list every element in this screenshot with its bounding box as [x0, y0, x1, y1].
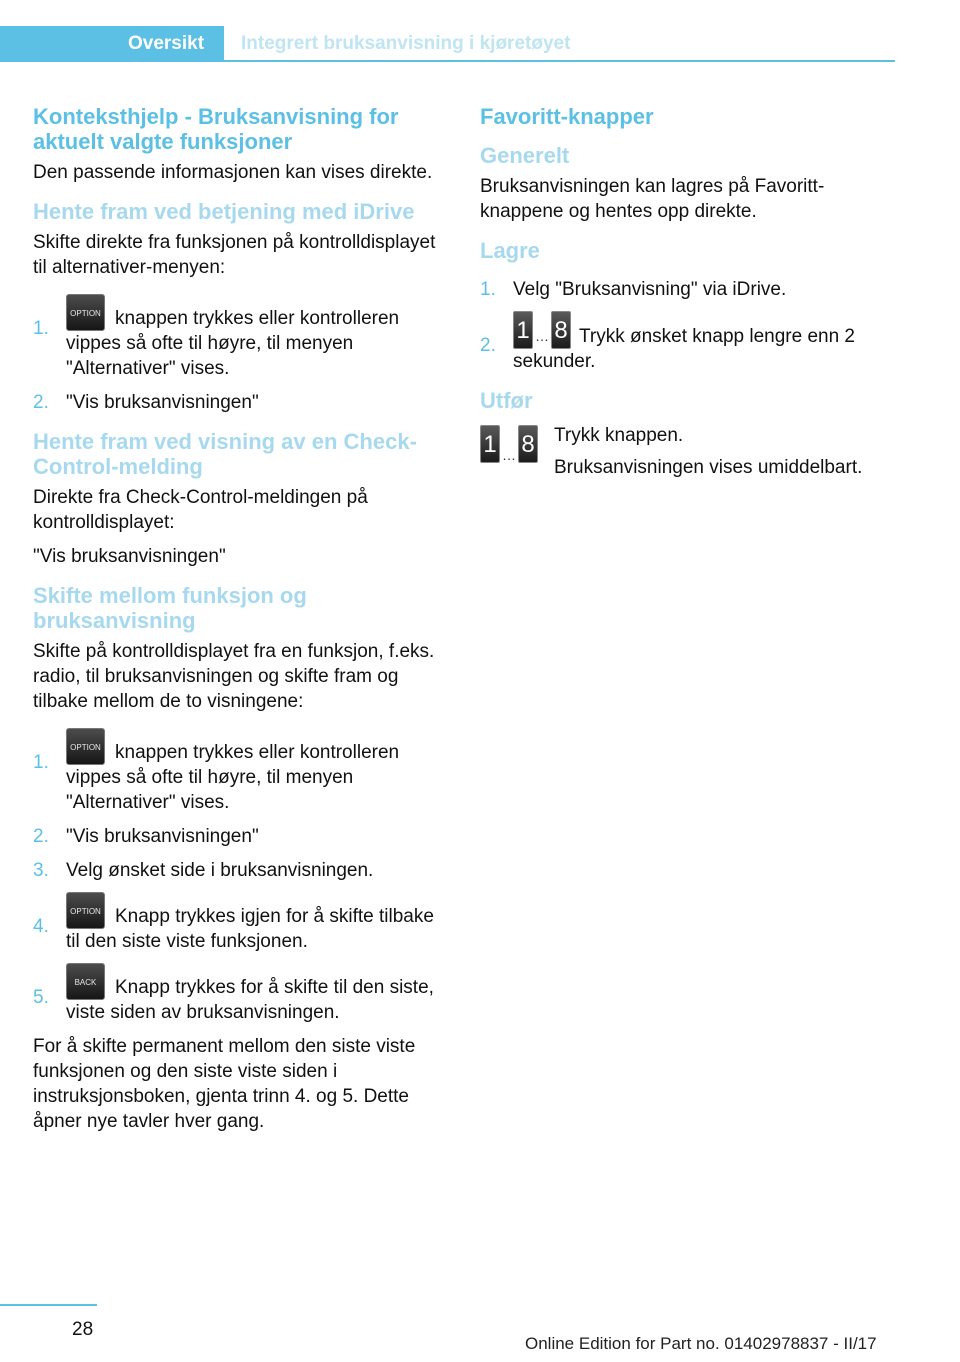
context-help-intro: Den passende informasjonen kan vises direkte.: [33, 162, 433, 183]
ellipsis: …: [502, 447, 516, 463]
list-item: [33, 824, 443, 849]
favorite-keys-icon: [480, 425, 538, 463]
execute-text: [480, 423, 900, 480]
step-text: Knapp trykkes for å skifte til den siste, viste siden av bruksanvisningen.: [66, 977, 434, 1023]
list-item: [33, 728, 443, 815]
step-number: 2.: [33, 826, 49, 847]
step-number: 4.: [33, 916, 49, 937]
check-control-text-2: "Vis bruksanvisningen": [33, 546, 226, 567]
list-item: [480, 311, 900, 374]
execute-block: [480, 423, 900, 480]
step-text: knappen trykkes eller kontrolleren vippes så ofte til høyre, til menyen "Alternativer" vises.: [66, 742, 400, 813]
step-number: 1.: [33, 752, 49, 773]
option-button-icon: OPTION: [66, 728, 105, 765]
step-text: Velg "Bruksanvisning" via iDrive.: [513, 279, 787, 300]
general-text: Bruksanvisningen kan lagres på Favoritt-knappene og hentes opp direkte.: [480, 176, 825, 222]
save-heading: Lagre: [480, 238, 540, 263]
step-number: 2.: [480, 335, 496, 356]
header-rule: [224, 60, 895, 62]
step-text: Knapp trykkes igjen for å skifte tilbake til den siste viste funksjonen.: [66, 906, 434, 952]
header-tab-label: Oversikt: [128, 33, 205, 54]
header-breadcrumb: Integrert bruksanvisning i kjøretøyet: [241, 33, 571, 54]
edition-text: Online Edition for Part no. 01402978837 - II/17: [525, 1334, 877, 1353]
idrive-heading: Hente fram ved betjening med iDrive: [33, 199, 415, 224]
step-text: knappen trykkes eller kontrolleren vippes så ofte til høyre, til menyen "Alternativer" vises.: [66, 308, 400, 379]
context-help-title: Konteksthjelp - Bruksanvisning for aktuelt valgte funksjoner: [33, 104, 399, 154]
switch-outro: For å skifte permanent mellom den siste viste funksjonen og den siste viste siden i instruksjonsboken, gjenta trinn 4. og 5. Dette åpner nye tavler hver gang.: [33, 1036, 416, 1132]
list-item: [33, 963, 443, 1025]
step-number: 1.: [480, 279, 496, 300]
right-column: [480, 104, 900, 487]
option-button-icon: OPTION: [66, 294, 105, 331]
option-button-icon: OPTION: [66, 892, 105, 929]
idrive-text: Skifte direkte fra funksjonen på kontrolldisplayet til alternativer-menyen:: [33, 232, 436, 278]
step-text: Trykk ønsket knapp lengre enn 2 sekunder.: [513, 326, 855, 372]
step-text: "Vis bruksanvisningen": [66, 392, 259, 413]
step-number: 3.: [33, 860, 49, 881]
list-item: [33, 390, 443, 415]
execute-text-2: Bruksanvisningen vises umiddelbart.: [554, 457, 863, 478]
check-control-heading: Hente fram ved visning av en Check-Control-melding: [33, 429, 417, 479]
save-steps: [480, 277, 900, 374]
switch-text: Skifte på kontrolldisplayet fra en funksjon, f.eks. radio, til bruksanvisningen og skifte fram og tilbake mellom de to visningene:: [33, 641, 435, 712]
execute-text-1: Trykk knappen.: [554, 425, 684, 446]
back-button-icon: BACK: [66, 963, 105, 1000]
list-item: [33, 858, 443, 883]
step-number: 2.: [33, 392, 49, 413]
idrive-steps: [33, 294, 443, 415]
switch-steps: [33, 728, 443, 1025]
switch-heading: Skifte mellom funksjon og bruksanvisning: [33, 583, 307, 633]
favorites-title: Favoritt-knapper: [480, 104, 654, 129]
ellipsis: …: [535, 328, 549, 344]
general-heading: Generelt: [480, 143, 570, 168]
favorite-key-8-icon: 8: [518, 425, 538, 463]
step-text: Velg ønsket side i bruksanvisningen.: [66, 860, 374, 881]
step-number: 5.: [33, 987, 49, 1008]
favorite-keys-icon: [513, 311, 571, 349]
list-item: [33, 294, 443, 381]
page-number: 28: [72, 1319, 94, 1340]
header-tab: [0, 26, 224, 62]
step-text: "Vis bruksanvisningen": [66, 826, 259, 847]
execute-heading: Utfør: [480, 388, 533, 413]
check-control-text: Direkte fra Check-Control-meldingen på kontrolldisplayet:: [33, 487, 368, 533]
favorite-key-1-icon: 1: [513, 311, 533, 349]
list-item: [480, 277, 900, 302]
list-item: [33, 892, 443, 954]
favorite-key-1-icon: 1: [480, 425, 500, 463]
favorite-key-8-icon: 8: [551, 311, 571, 349]
step-number: 1.: [33, 318, 49, 339]
left-column: [33, 104, 443, 1143]
footer-rule: [0, 1304, 97, 1306]
